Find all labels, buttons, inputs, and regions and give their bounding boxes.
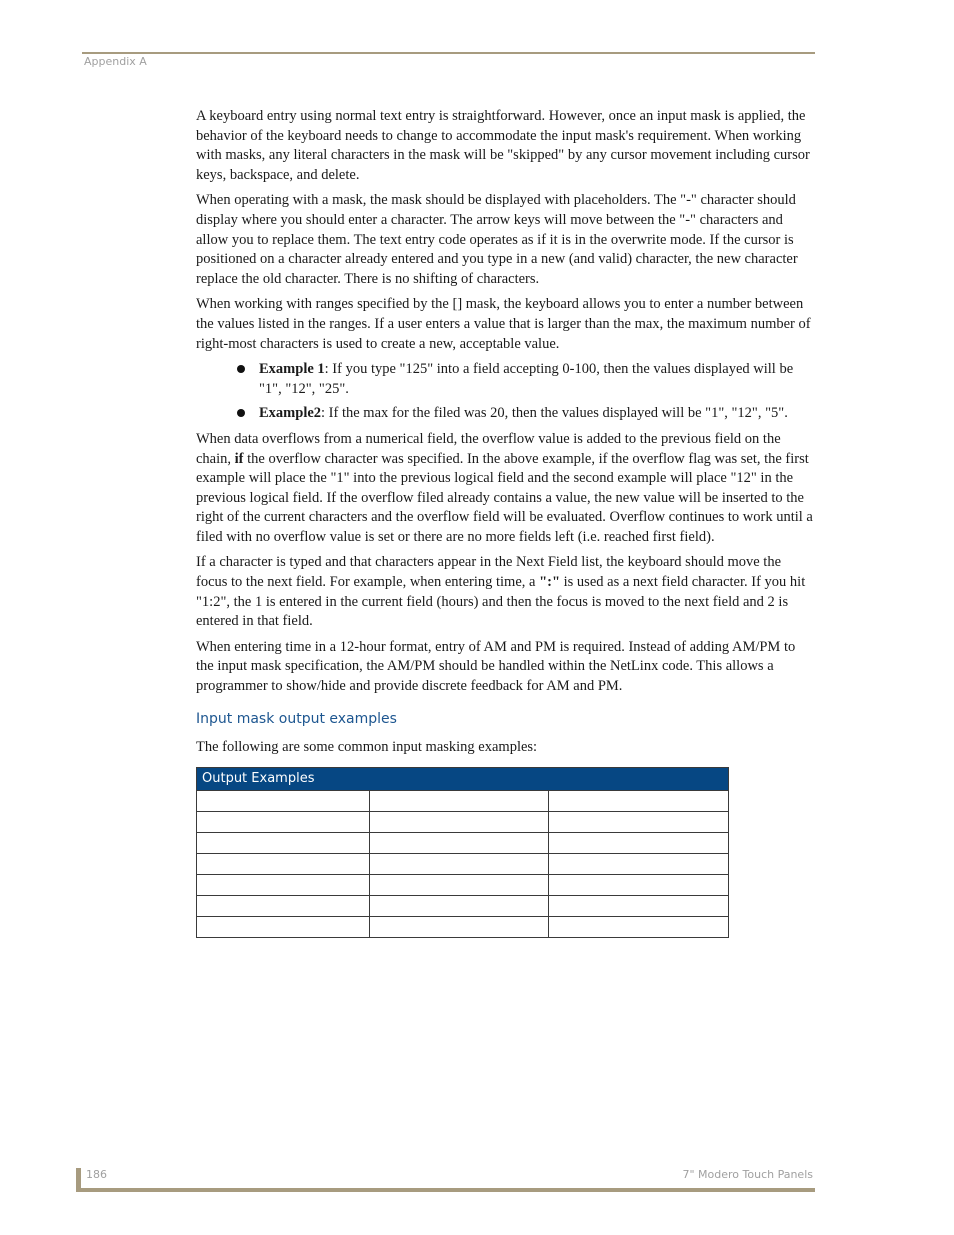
section-intro: The following are some common input masking examples: xyxy=(196,738,538,755)
paragraph-next-field: If a character is typed and that characters appear in the Next Field list, the keyboard should move the focus to the next field. For example, when entering time, a ":" is used as a next field character. If you hit "1:2", the 1 is entered in the current field (hours) and then the focus is moved to the next field and 2 is entered in that field. xyxy=(196,554,806,630)
table-row xyxy=(197,917,729,938)
bullet-icon xyxy=(237,409,245,417)
document-title: 7" Modero Touch Panels xyxy=(682,1168,813,1181)
paragraph-overflow: When data overflows from a numerical field, the overflow value is added to the previous field on the chain, if the overflow character was specified. In the above example, if the overflow flag was set, the first example will place the "1" into the previous logical field and the second example will place "12" in the previous logical field. If the overflow filed already contains a value, the new value will be inserted to the right of the current characters and the overflow field will be evaluated. Overflow continues to work until a filed with no overflow value is set or there are no more fields left (i.e. reached first field). xyxy=(196,430,813,545)
page-number: 186 xyxy=(86,1168,107,1181)
table-row xyxy=(197,833,729,854)
list-item xyxy=(196,404,813,424)
table-row xyxy=(197,812,729,833)
table-header: Output Examples xyxy=(197,768,729,791)
paragraph-ranges: When working with ranges specified by the [] mask, the keyboard allows you to enter a number between the values listed in the ranges. If a user enters a value that is larger than the max, the maximum number of right-most characters is used to create a new, acceptable value. xyxy=(196,296,811,352)
example-label: Example2 xyxy=(259,405,322,422)
output-examples-table xyxy=(196,767,729,938)
bullet-icon xyxy=(237,365,245,373)
paragraph-text-entry: A keyboard entry using normal text entry is straightforward. However, once an input mask is applied, the behavior of the keyboard needs to change to accommodate the input mask's requirement. When working with masks, any literal characters in the mask will be "skipped" by any cursor movement including cursor keys, backspace, and delete. xyxy=(196,108,810,183)
section-heading: Input mask output examples xyxy=(196,710,397,727)
footer-tab xyxy=(76,1168,81,1190)
example-text: : If you type "125" into a field accepting 0-100, then the values displayed will be "1", "12", "25". xyxy=(259,361,794,397)
example-text: : If the max for the filed was 20, then the values displayed will be "1", "12", "5". xyxy=(321,405,788,422)
table-row xyxy=(197,875,729,896)
example-label: Example 1 xyxy=(259,361,325,378)
page-body xyxy=(196,107,813,938)
list-item xyxy=(196,360,813,399)
table-row xyxy=(197,896,729,917)
table-row xyxy=(197,854,729,875)
examples-list xyxy=(196,360,813,424)
header-rule xyxy=(82,52,815,54)
paragraph-mask-placeholders: When operating with a mask, the mask should be displayed with placeholders. The "-" character should display where you should enter a character. The arrow keys will move between the "-" characters and allow you to replace them. The text entry code operates as if it is in the overwrite mode. If the cursor is positioned on a character already entered and you type in a new (and valid) character, the new character replace the old character. There is no shifting of characters. xyxy=(196,192,798,287)
running-header: Appendix A xyxy=(84,55,147,68)
footer-rule xyxy=(76,1188,815,1192)
paragraph-am-pm: When entering time in a 12-hour format, entry of AM and PM is required. Instead of adding AM/PM to the input mask specification, the AM/PM should be handled within the NetLinx code. This allows a programmer to show/hide and provide discrete feedback for AM and PM. xyxy=(196,638,796,695)
table-row xyxy=(197,791,729,812)
